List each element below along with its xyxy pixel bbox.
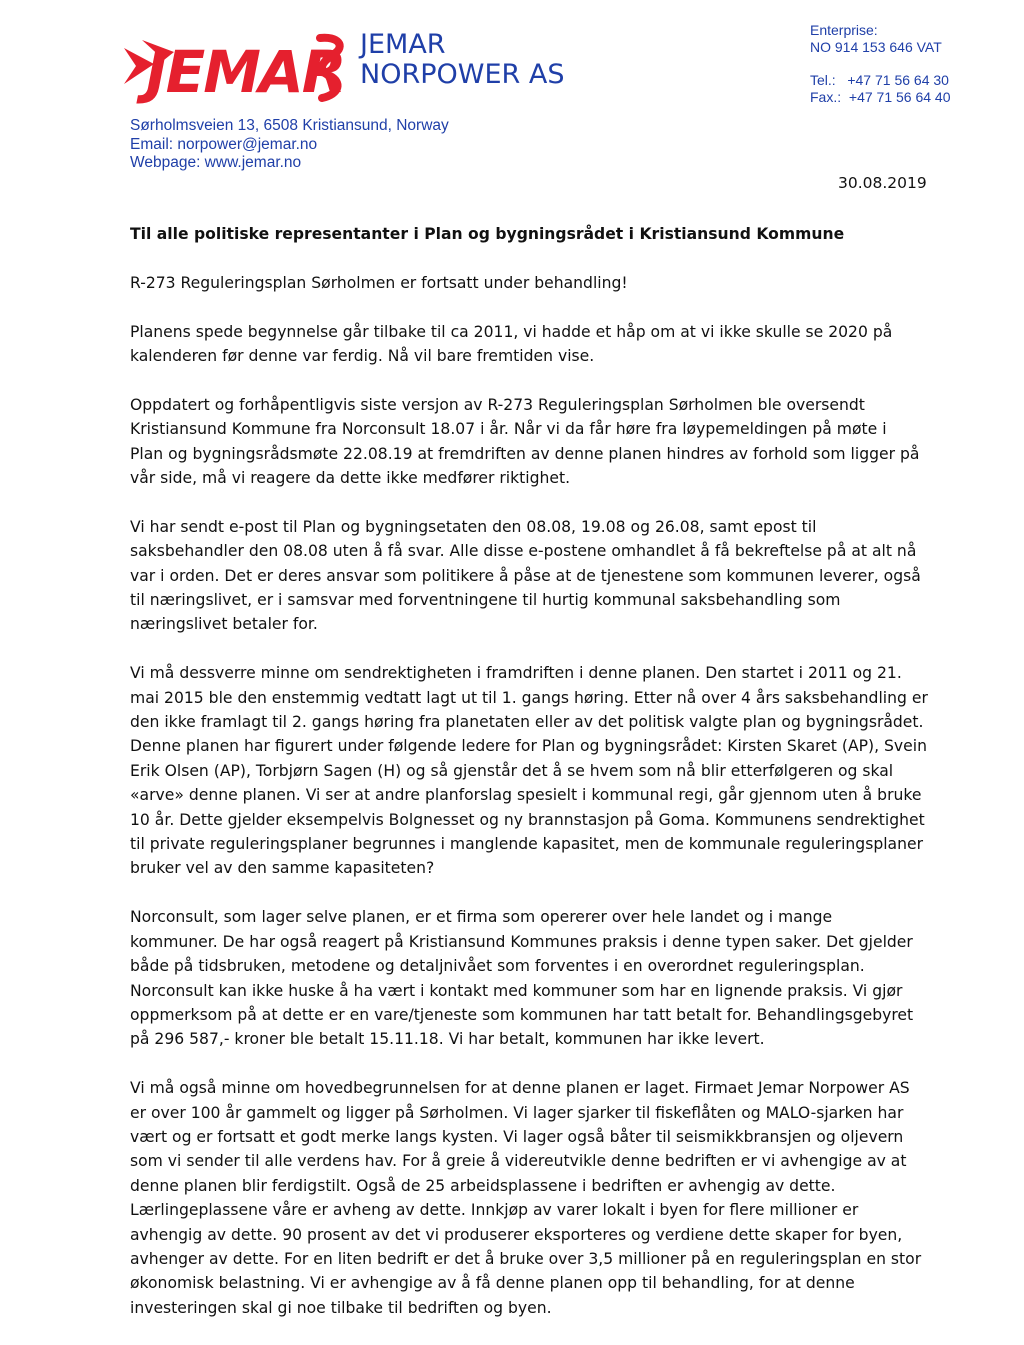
- phone-number: Tel.: +47 71 56 64 30: [810, 72, 949, 88]
- paragraph-line: R-273 Reguleringsplan Sørholmen er fortsatt under behandling!: [130, 273, 628, 292]
- jemar-logo: [124, 30, 352, 104]
- paragraph-line: vår side, må vi reagere da dette ikke medfører riktighet.: [130, 469, 571, 488]
- fax-number: Fax.: +47 71 56 64 40: [810, 89, 951, 105]
- paragraph-line: Lærlingeplassene våre er avheng av dette. Innkjøp av varer lokalt i byen for flere millioner er: [130, 1201, 859, 1220]
- paragraph-line: både på tidsbruken, metodene og detaljnivået som forventes i en overordnet reguleringsplan.: [130, 957, 865, 976]
- paragraph-line: «arve» denne planen. Vi ser at andre planforslag spesielt i kommunal regi, går gjennom uten å bruke: [130, 786, 922, 805]
- paragraph-line: til private reguleringsplaner begrunnes i manglende kapasitet, men de kommunale reguleringsplaner: [130, 835, 924, 854]
- paragraph-line: avhenger av dette. For en liten bedrift er det å bruke over 3,5 millioner på en reguleringsplan en stor: [130, 1249, 922, 1268]
- address-block: [130, 117, 449, 173]
- paragraph: [130, 393, 970, 491]
- paragraph-line: 10 år. Dette gjelder eksempelvis Bolgnesset og ny brannstasjon på Goma. Kommunens sendrektighet: [130, 810, 925, 829]
- contact-block: [810, 22, 1010, 106]
- paragraph-line: investeringen skal gi noe tilbake til bedriften og byen.: [130, 1298, 552, 1317]
- letter-subject: Til alle politiske representanter i Plan og bygningsrådet i Kristiansund Kommune: [130, 225, 845, 243]
- paragraph-line: Vi må dessverre minne om sendrektigheten i framdriften i denne planen. Den startet i 2011 og 21.: [130, 664, 902, 683]
- paragraph-line: på 296 587,- kroner ble betalt 15.11.18. Vi har betalt, kommunen har ikke levert.: [130, 1030, 765, 1049]
- company-name-line1: JEMAR: [360, 29, 446, 60]
- paragraph: [130, 515, 970, 637]
- paragraph-line: oppmerksom på at dette er en vare/tjeneste som kommunen har tatt betalt for. Behandlingsgebyret: [130, 1005, 914, 1024]
- paragraph-line: denne planen blir ferdigstilt. Også de 25 arbeidsplassene i bedriften er avhengig av dette.: [130, 1176, 836, 1195]
- enterprise-label: Enterprise:: [810, 22, 878, 38]
- letter-date: 30.08.2019: [838, 174, 927, 192]
- paragraph-line: Norconsult, som lager selve planen, er et firma som opererer over hele landet og i mange: [130, 908, 833, 927]
- company-name: [360, 30, 564, 90]
- letter-body: [130, 222, 970, 1345]
- webpage-link[interactable]: Webpage: www.jemar.no: [130, 154, 302, 171]
- paragraph-line: Vi har sendt e-post til Plan og bygningsetaten den 08.08, 19.08 og 26.08, samt epost til: [130, 517, 817, 536]
- paragraph-line: Norconsult kan ikke huske å ha vært i kontakt med kommuner som har en lignende praksis. Vi gjør: [130, 981, 903, 1000]
- paragraph-line: kommuner. De har også reagert på Kristiansund Kommunes praksis i denne typen saker. Det gjelder: [130, 932, 913, 951]
- paragraph-line: avhengig av dette. 90 prosent av det vi produserer eksporteres og verdiene dette skaper for byen,: [130, 1225, 903, 1244]
- paragraph: [130, 661, 970, 881]
- street-address: Sørholmsveien 13, 6508 Kristiansund, Norway: [130, 117, 449, 134]
- paragraph-line: Kristiansund Kommune fra Norconsult 18.07 i år. Når vi da får høre fra løypemeldingen på møte i: [130, 420, 887, 439]
- paragraph-line: næringslivet betaler for.: [130, 615, 318, 634]
- paragraph: [130, 905, 970, 1051]
- paragraph-line: bruker vel av den samme kapasiteten?: [130, 859, 435, 878]
- paragraph-line: Erik Olsen (AP), Torbjørn Sagen (H) og så gjenstår det å se hvem som nå blir etterfølgeren og skal: [130, 761, 894, 780]
- enterprise-number: NO 914 153 646 VAT: [810, 39, 942, 55]
- paragraph-line: som vi sender til alle verdens hav. For å greie å videreutvikle denne bedriften er vi avhengige av at: [130, 1152, 907, 1171]
- paragraph: [130, 271, 970, 295]
- paragraph-line: mai 2015 ble den enstemmig vedtatt lagt ut til 1. gangs høring. Etter nå over 4 års saksbehandling er: [130, 688, 928, 707]
- paragraph-line: til næringslivet, er i samsvar med forventningene til hurtig kommunal saksbehandling som: [130, 591, 841, 610]
- paragraph-line: Plan og bygningsrådsmøte 22.08.19 at fremdriften av denne planen hindres av forhold som ligger på: [130, 444, 920, 463]
- paragraph-line: kalenderen før denne var ferdig. Nå vil bare fremtiden vise.: [130, 347, 595, 365]
- paragraph-line: Oppdatert og forhåpentligvis siste versjon av R-273 Reguleringsplan Sørholmen ble oversendt: [130, 395, 865, 414]
- logo-wordmark: JEMAR: [146, 38, 345, 104]
- paragraph-line: vært og er fortsatt et godt merke langs kysten. Vi lager også båter til seismikkbransjen og oljevern: [130, 1127, 904, 1146]
- email-link[interactable]: Email: norpower@jemar.no: [130, 135, 318, 153]
- paragraph-line: økonomisk belastning. Vi er avhengige av å få denne planen opp til behandling, for at denne: [130, 1274, 855, 1293]
- company-name-line2: NORPOWER AS: [360, 59, 565, 90]
- paragraph-line: er over 100 år gammelt og ligger på Sørholmen. Vi lager sjarker til fiskeflåten og MALO-sjarken har: [130, 1103, 904, 1122]
- letter-paragraphs: [130, 271, 970, 1320]
- paragraph: [130, 1076, 970, 1320]
- paragraph-line: Planens spede begynnelse går tilbake til ca 2011, vi hadde et håp om at vi ikke skulle se 2020 på: [130, 322, 893, 341]
- paragraph-line: saksbehandler den 08.08 uten å få svar. Alle disse e-postene omhandlet å få bekreftelse på at alt nå: [130, 542, 917, 561]
- paragraph: [130, 320, 970, 369]
- paragraph-line: den ikke framlagt til 2. gangs høring fra planetaten eller av det politisk valgte plan og bygningsrådet.: [130, 713, 924, 732]
- paragraph-line: var i orden. Det er deres ansvar som politikere å påse at de tjenestene som kommunen leverer, også: [130, 566, 921, 585]
- paragraph-line: Vi må også minne om hovedbegrunnelsen for at denne planen er laget. Firmaet Jemar Norpower AS: [130, 1079, 910, 1098]
- paragraph-line: Denne planen har figurert under følgende ledere for Plan og bygningsrådet: Kirsten Skaret (AP), Svein: [130, 737, 927, 756]
